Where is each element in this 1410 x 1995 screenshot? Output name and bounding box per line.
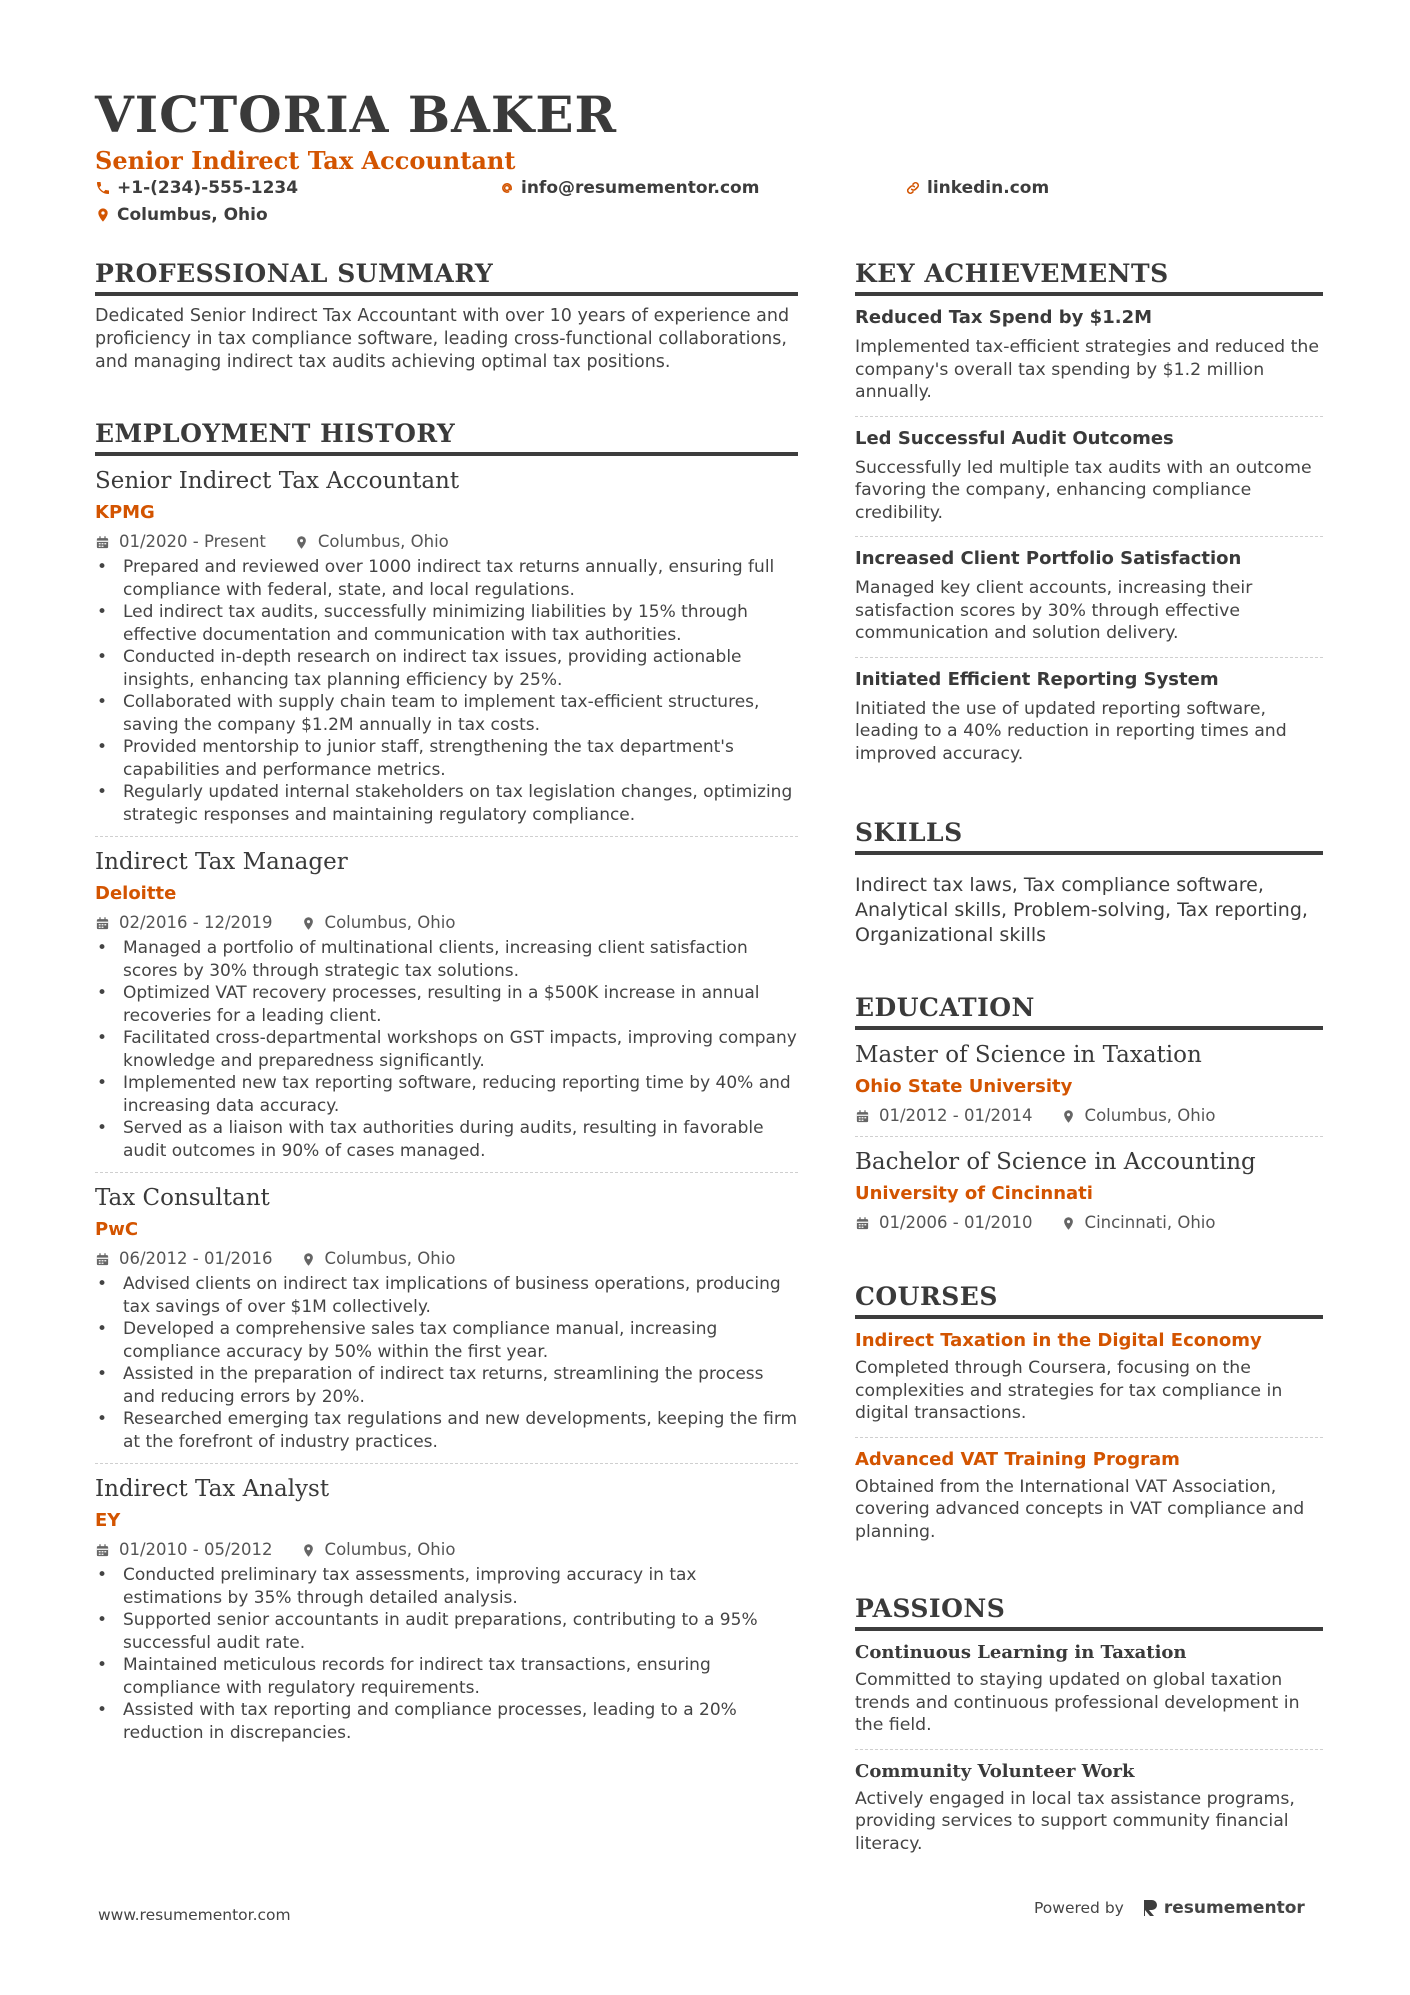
date-location-row (95, 1538, 798, 1562)
course-desc: Obtained from the International VAT Association, covering advanced concepts in VAT compliance and planning. (855, 1476, 1305, 1542)
bullet-item: • Assisted in the preparation of indirect tax returns, streamlining the process and reducing errors by 20%. (95, 1363, 798, 1408)
job-entry (95, 1464, 798, 1754)
passions-section (855, 1593, 1323, 1867)
date-location-row (95, 530, 798, 554)
passion-desc: Committed to staying updated on global taxation trends and continuous professional development in the field. (855, 1670, 1300, 1735)
bullet-item: • Provided mentorship to junior staff, strengthening the tax department's capabilities and performance metrics. (95, 736, 798, 781)
course-list (855, 1319, 1323, 1555)
school-name: Ohio State University (855, 1076, 1073, 1097)
link-icon (905, 180, 921, 196)
location-pin-icon (301, 1252, 316, 1267)
bullet-item: • Researched emerging tax regulations and new developments, keeping the firm at the forefront of industry practices. (95, 1408, 798, 1453)
calendar-icon (95, 535, 110, 550)
company-name: Deloitte (95, 883, 177, 904)
calendar-icon (95, 1252, 110, 1267)
job-entry (95, 837, 798, 1173)
date-range: 06/2012 - 01/2016 (119, 1249, 273, 1268)
skills-heading: SKILLS (855, 817, 1323, 855)
location-pin-icon (301, 1543, 316, 1558)
skills-text: Indirect tax laws, Tax compliance software, Analytical skills, Problem-solving, Tax reporting, Organizational skills (855, 874, 1308, 946)
education-list (855, 1030, 1323, 1243)
achievement-title: Initiated Efficient Reporting System (855, 668, 1219, 690)
passion-item (855, 1750, 1323, 1868)
passion-desc: Actively engaged in local tax assistance programs, providing services to support community financial literacy. (855, 1788, 1295, 1854)
courses-heading: COURSES (855, 1281, 1323, 1319)
course-item (855, 1319, 1323, 1438)
date-location-row (855, 1104, 1323, 1128)
bullet-item: • Managed a portfolio of multinational clients, increasing client satisfaction scores by 30% through strategic tax solutions. (95, 937, 798, 982)
bullet-item: • Maintained meticulous records for indirect tax transactions, ensuring compliance with regulatory requirements. (95, 1654, 798, 1699)
calendar-icon (95, 1543, 110, 1558)
bullet-item: • Developed a comprehensive sales tax compliance manual, increasing compliance accuracy by 50% within the first year. (95, 1318, 798, 1363)
achievement-title: Increased Client Portfolio Satisfaction (855, 548, 1242, 569)
achievement-item (855, 296, 1323, 417)
job-entry (95, 456, 798, 837)
phone-contact (95, 178, 298, 198)
linkedin-contact[interactable] (905, 178, 1049, 198)
achievement-item (855, 417, 1323, 538)
achievement-desc: Implemented tax-efficient strategies and reduced the company's overall tax spending by $1.2 million annually. (855, 337, 1319, 402)
achievements-section (855, 258, 1323, 777)
skills-section (855, 817, 1323, 948)
footer-branding (1034, 1898, 1305, 1918)
powered-by-label: Powered by (1034, 1899, 1124, 1917)
achievement-item (855, 537, 1323, 658)
summary-heading: PROFESSIONAL SUMMARY (95, 258, 798, 296)
bullet-item: • Implemented new tax reporting software, reducing reporting time by 40% and increasing data accuracy. (95, 1072, 798, 1117)
company-name: EY (95, 1510, 121, 1531)
job-bullets (95, 1273, 798, 1453)
date-range: 01/2010 - 05/2012 (119, 1540, 273, 1559)
brand-logo[interactable] (1142, 1898, 1305, 1918)
passion-item (855, 1631, 1323, 1750)
passion-title: Continuous Learning in Taxation (855, 1642, 1187, 1663)
location-text: Columbus, Ohio (324, 1540, 456, 1559)
location-contact (95, 205, 268, 225)
job-bullets (95, 937, 798, 1162)
date-range: 01/2020 - Present (119, 532, 266, 551)
courses-section (855, 1281, 1323, 1555)
job-title: Indirect Tax Manager (95, 849, 348, 875)
location-text: Columbus, Ohio (324, 1249, 456, 1268)
summary-section (95, 258, 798, 374)
date-location-row (95, 911, 798, 935)
achievement-desc: Initiated the use of updated reporting software, leading to a 40% reduction in reporting times and improved accuracy. (855, 698, 1287, 764)
company-name: PwC (95, 1219, 139, 1240)
job-title: Indirect Tax Analyst (95, 1476, 330, 1502)
date-location-row (95, 1247, 798, 1271)
bullet-item: • Assisted with tax reporting and compliance processes, leading to a 20% reduction in discrepancies. (95, 1699, 798, 1744)
email-address[interactable]: info@resumementor.com (521, 178, 760, 198)
job-bullets (95, 556, 798, 826)
location-text: Cincinnati, Ohio (1084, 1213, 1216, 1232)
course-item (855, 1438, 1323, 1556)
job-title: Tax Consultant (95, 1185, 270, 1211)
email-contact[interactable] (499, 178, 759, 198)
passion-title: Community Volunteer Work (855, 1760, 1135, 1782)
company-name: KPMG (95, 502, 155, 523)
bullet-item: • Conducted in-depth research on indirect tax issues, providing actionable insights, enhancing tax planning efficiency by 25%. (95, 646, 798, 691)
education-entry (855, 1030, 1323, 1137)
job-entry (95, 1173, 798, 1464)
location-text: Columbus, Ohio (1084, 1106, 1216, 1125)
candidate-name: VICTORIA BAKER (95, 85, 618, 144)
course-title: Advanced VAT Training Program (855, 1448, 1180, 1470)
right-column (855, 258, 1323, 1917)
contact-info (95, 178, 1325, 234)
date-range: 01/2012 - 01/2014 (879, 1106, 1033, 1125)
employment-section (95, 418, 798, 1754)
passion-list (855, 1631, 1323, 1867)
achievement-desc: Successfully led multiple tax audits with an outcome favoring the company, enhancing compliance credibility. (855, 457, 1312, 523)
bullet-item: • Facilitated cross-departmental workshops on GST impacts, improving company knowledge and preparedness significantly. (95, 1027, 798, 1072)
location-pin-icon (1061, 1109, 1076, 1124)
location-pin-icon (301, 916, 316, 931)
bullet-item: • Supported senior accountants in audit preparations, contributing to a 95% successful audit rate. (95, 1609, 798, 1654)
bullet-item: • Collaborated with supply chain team to implement tax-efficient structures, saving the company $1.2M annually in tax costs. (95, 691, 798, 736)
summary-text: Dedicated Senior Indirect Tax Accountant with over 10 years of experience and proficiency in tax compliance software, leading cross-functional collaborations, and managing indirect tax audits achieving optimal tax positions. (95, 306, 790, 372)
passions-heading: PASSIONS (855, 1593, 1323, 1631)
bullet-item: • Led indirect tax audits, successfully minimizing liabilities by 15% through effective documentation and communication with tax authorities. (95, 601, 798, 646)
calendar-icon (855, 1109, 870, 1124)
location-pin-icon (1061, 1216, 1076, 1231)
linkedin-link[interactable]: linkedin.com (927, 178, 1050, 198)
achievement-item (855, 658, 1323, 778)
calendar-icon (855, 1216, 870, 1231)
job-bullets (95, 1564, 798, 1744)
job-list (95, 456, 798, 1754)
job-title: Senior Indirect Tax Accountant (95, 468, 460, 494)
location-text: Columbus, Ohio (317, 532, 449, 551)
location-pin-icon (294, 535, 309, 550)
bullet-item: • Prepared and reviewed over 1000 indirect tax returns annually, ensuring full compliance with federal, state, and local regulations. (95, 556, 798, 601)
resumementor-logo-icon (1142, 1898, 1158, 1918)
location-text: Columbus, Ohio (117, 205, 268, 225)
bullet-item: • Conducted preliminary tax assessments, improving accuracy in tax estimations by 35% through detailed analysis. (95, 1564, 798, 1609)
education-section (855, 992, 1323, 1243)
calendar-icon (95, 916, 110, 931)
achievement-title: Reduced Tax Spend by $1.2M (855, 307, 1153, 328)
footer-website[interactable]: www.resumementor.com (98, 1906, 291, 1924)
course-title: Indirect Taxation in the Digital Economy (855, 1330, 1262, 1351)
bullet-item: • Advised clients on indirect tax implications of business operations, producing tax savings of over $1M collectively. (95, 1273, 798, 1318)
education-entry (855, 1137, 1323, 1243)
at-icon (499, 180, 515, 196)
employment-heading: EMPLOYMENT HISTORY (95, 418, 798, 456)
date-location-row (855, 1211, 1323, 1235)
resume-header (95, 84, 1325, 234)
course-desc: Completed through Coursera, focusing on the complexities and strategies for tax compliance in digital transactions. (855, 1358, 1283, 1423)
education-heading: EDUCATION (855, 992, 1323, 1030)
bullet-item: • Served as a liaison with tax authorities during audits, resulting in favorable audit outcomes in 90% of cases managed. (95, 1117, 798, 1162)
achievements-heading: KEY ACHIEVEMENTS (855, 258, 1323, 296)
left-column (95, 258, 798, 1804)
degree-title: Master of Science in Taxation (855, 1042, 1202, 1068)
bullet-item: • Regularly updated internal stakeholders on tax legislation changes, optimizing strategic responses and maintaining regulatory compliance. (95, 781, 798, 826)
brand-name: resumementor (1163, 1898, 1305, 1918)
school-name: University of Cincinnati (855, 1183, 1093, 1204)
candidate-title: Senior Indirect Tax Accountant (95, 146, 516, 175)
bullet-item: • Optimized VAT recovery processes, resulting in a $500K increase in annual recoveries for a leading client. (95, 982, 798, 1027)
phone-icon (95, 180, 111, 196)
achievement-list (855, 296, 1323, 777)
location-pin-icon (95, 207, 111, 223)
phone-number: +1-(234)-555-1234 (117, 178, 299, 198)
location-text: Columbus, Ohio (324, 913, 456, 932)
date-range: 02/2016 - 12/2019 (119, 913, 273, 932)
degree-title: Bachelor of Science in Accounting (855, 1149, 1256, 1175)
achievement-desc: Managed key client accounts, increasing their satisfaction scores by 30% through effective communication and solution delivery. (855, 578, 1253, 643)
achievement-title: Led Successful Audit Outcomes (855, 427, 1174, 449)
date-range: 01/2006 - 01/2010 (879, 1213, 1033, 1232)
